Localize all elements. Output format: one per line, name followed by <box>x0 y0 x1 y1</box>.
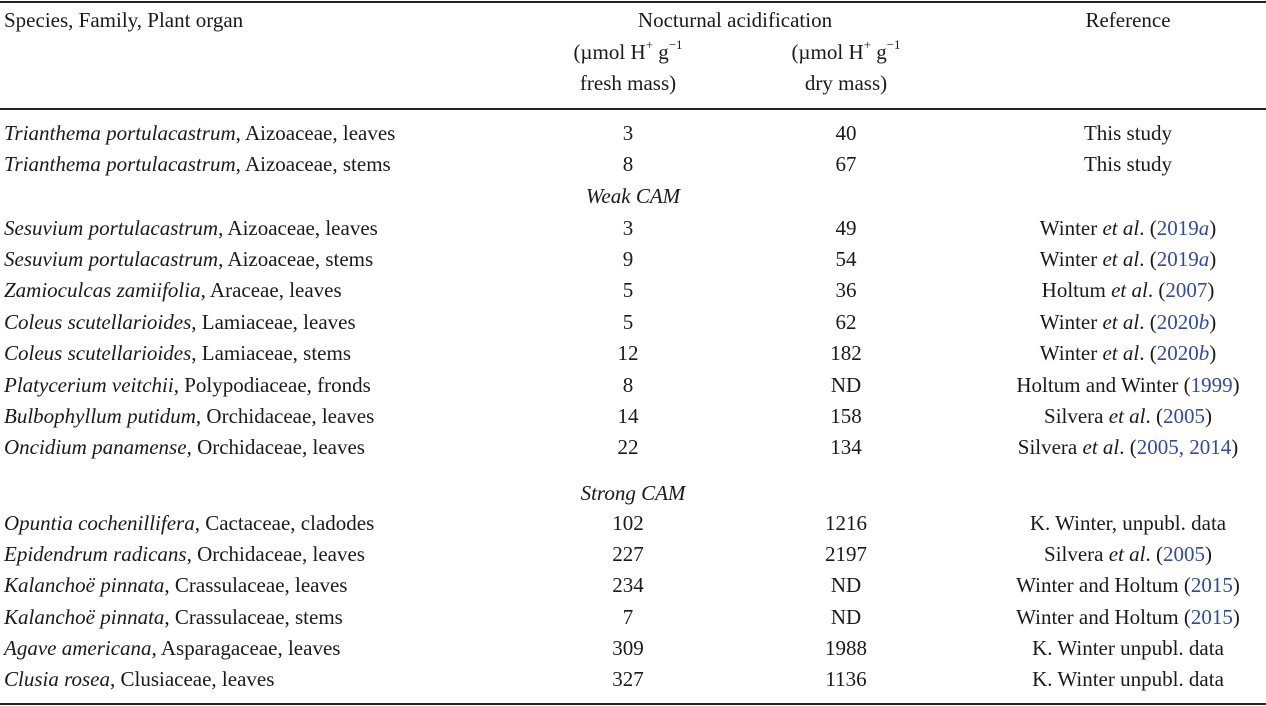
species-name: Sesuvium portulacastrum <box>4 216 219 240</box>
reference-year-link[interactable]: 2020b <box>1156 310 1210 334</box>
header-rule <box>0 108 1266 110</box>
reference-year-link[interactable]: 1999 <box>1190 373 1233 397</box>
family-organ: , Clusiaceae, leaves <box>109 667 275 691</box>
reference-year-link[interactable]: 2015 <box>1190 605 1233 629</box>
table-row-species <box>4 247 373 271</box>
family-organ: , Polypodiaceae, fronds <box>173 373 371 397</box>
species-name: Opuntia cochenillifera <box>4 511 195 535</box>
table-row-species <box>4 667 274 691</box>
table-row-species <box>4 636 340 660</box>
reference-year-link[interactable]: 2005, 2014 <box>1136 435 1232 459</box>
family-organ: , Asparagaceae, leaves <box>151 636 341 660</box>
family-organ: , Crassulaceae, stems <box>164 605 343 629</box>
family-organ: , Cactaceae, cladodes <box>194 511 375 535</box>
reference-year-link[interactable]: 2005 <box>1163 542 1205 566</box>
species-name: Platycerium veitchii <box>4 373 174 397</box>
reference-year-link[interactable]: 2019a <box>1156 216 1210 240</box>
reference-year-link[interactable]: 2007 <box>1165 278 1208 302</box>
family-organ: , Lamiaceae, stems <box>191 341 352 365</box>
table-row-species <box>4 278 342 302</box>
species-name: Coleus scutellarioides <box>4 310 192 334</box>
table-row-species <box>4 573 347 597</box>
reference-year-link[interactable]: 2015 <box>1190 573 1233 597</box>
family-organ: , Lamiaceae, leaves <box>191 310 356 334</box>
family-organ: , Aizoaceae, stems <box>235 152 391 176</box>
species-name: Bulbophyllum putidum <box>4 404 196 428</box>
table-row-species <box>4 310 356 334</box>
reference-year-link[interactable]: 2005 <box>1163 404 1205 428</box>
species-name: Kalanchoë pinnata <box>4 573 165 597</box>
family-organ: , Araceae, leaves <box>200 278 342 302</box>
species-name: Zamioculcas zamiifolia <box>4 278 201 302</box>
species-name: Coleus scutellarioides <box>4 341 192 365</box>
family-organ: , Aizoaceae, leaves <box>218 216 378 240</box>
species-name: Oncidium panamense <box>4 435 187 459</box>
family-organ: , Orchidaceae, leaves <box>186 542 365 566</box>
table-row-species <box>4 152 391 176</box>
header-group-label: Nocturnal acidification <box>637 8 833 32</box>
reference-year-link[interactable]: 2019a <box>1156 247 1210 271</box>
top-rule <box>0 1 1266 3</box>
species-name: Epidendrum radicans <box>4 542 187 566</box>
table-row-species <box>4 511 374 535</box>
table-row-species <box>4 605 343 629</box>
species-name: Sesuvium portulacastrum <box>4 247 219 271</box>
species-name: Kalanchoë pinnata <box>4 605 165 629</box>
table-row-species <box>4 435 365 459</box>
table-row-species <box>4 404 374 428</box>
table-row-species <box>4 341 351 365</box>
species-name: Trianthema portulacastrum <box>4 121 236 145</box>
family-organ: , Orchidaceae, leaves <box>186 435 365 459</box>
species-name: Agave americana <box>4 636 152 660</box>
table-row-species <box>4 121 395 145</box>
table-row-species <box>4 542 365 566</box>
family-organ: , Orchidaceae, leaves <box>195 404 375 428</box>
reference-year-link[interactable]: 2020b <box>1156 341 1210 365</box>
species-name: Trianthema portulacastrum <box>4 152 236 176</box>
species-name: Clusia rosea <box>4 667 110 691</box>
header-species: Species, Family, Plant organ <box>4 8 244 32</box>
family-organ: , Crassulaceae, leaves <box>164 573 348 597</box>
family-organ: , Aizoaceae, stems <box>218 247 374 271</box>
bottom-rule <box>0 703 1266 705</box>
table-figure: Species, Family, Plant organ Nocturnal acidification (µmol H+ $g^{-1}$ fresh mass) (µmol H+ $g^{-1}$ dry mass) Reference Weak CAM Strong CAM Trianthema portulacastrum, Aizoaceae, leaves 3 40 This study Trianthema portulacastrum, Aizoaceae, stems 8 67 This study Sesuvium portulacastrum, Aizoaceae, leaves 3 49 Winter et al. (2019a) Sesuvium portulacastrum, Aizoaceae, stems 9 54 Winter et al. (2019a) Zamioculcas zamiifolia, Araceae, leaves 5 36 Holtum et al. (2007) Coleus scutellarioides, Lamiaceae, leaves 5 62 Winter et al. (2020b) Coleus scutellarioides, Lamiaceae, stems 12 182 Winter et al. (2020b) Platycerium veitchii, Polypodiaceae, fronds 8 ND Holtum and Winter (1999) Bulbophyllum putidum, Orchidaceae, leaves 14 158 Silvera et al. (2005) Oncidium panamense, Orchidaceae, leaves 22 134 Silvera et al. (2005, 2014) Opuntia cochenillifera, Cactaceae, cladodes 102 1216 K. Winter, unpubl. data Epidendrum radicans, Orchidaceae, leaves 227 2197 Silvera et al. (2005) Kalanchoë pinnata, Crassulaceae, leaves 234 ND Winter and Holtum (2015) Kalanchoë pinnata, Crassulaceae, stems 7 ND Winter and Holtum (2015) Agave americana, Asparagaceae, leaves 309 1988 K. Winter unpubl. data Clusia rosea, Clusiaceae, leaves 327 1136 K. Winter unpubl. data <box>0 0 1266 706</box>
table-row-species <box>4 216 378 240</box>
table-row-species <box>4 373 371 397</box>
family-organ: , Aizoaceae, leaves <box>235 121 396 145</box>
